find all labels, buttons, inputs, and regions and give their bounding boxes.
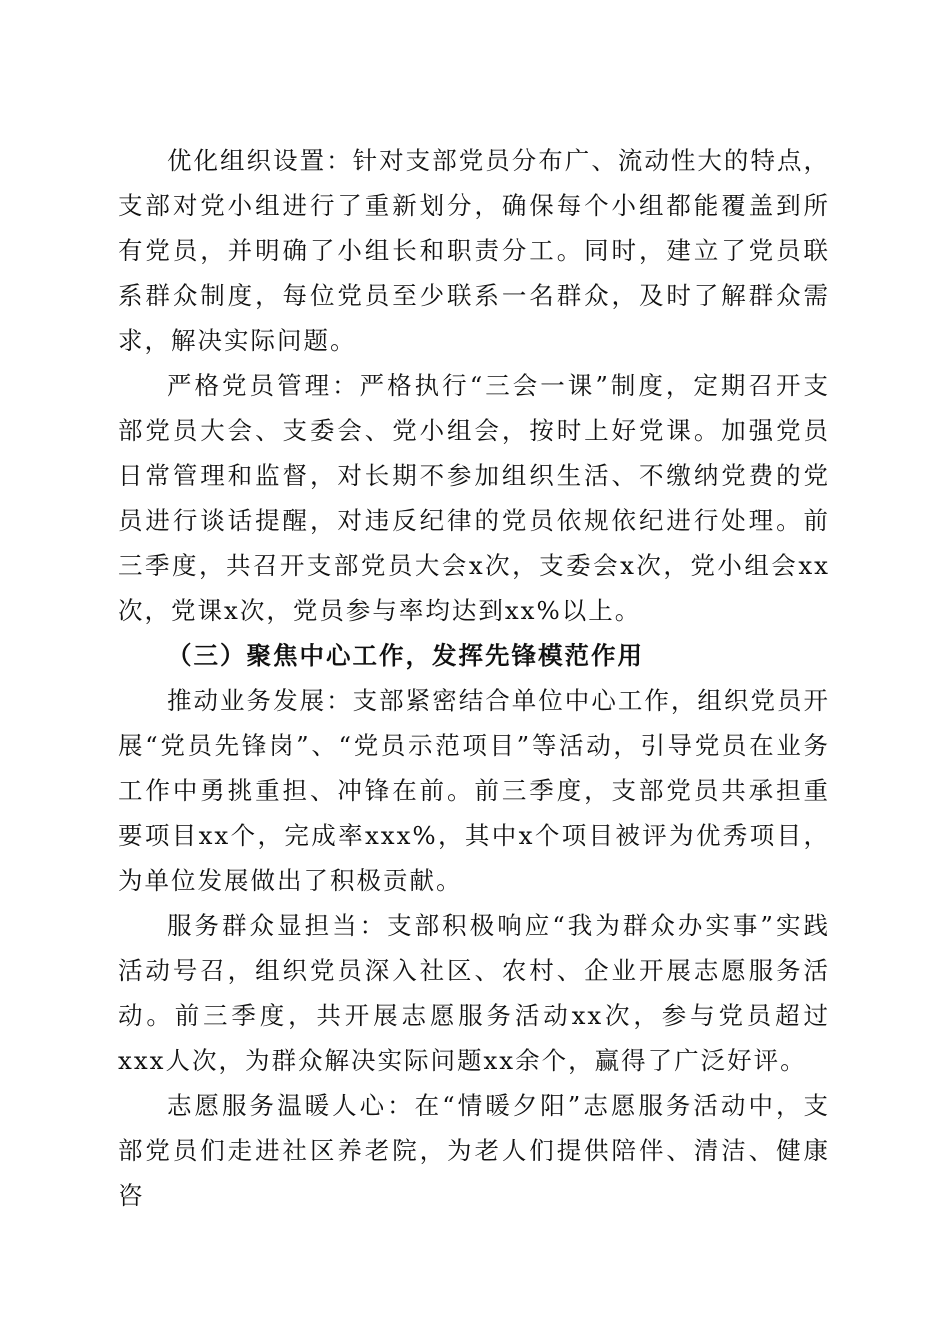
paragraph-optimize-organization: 优化组织设置：针对支部党员分布广、流动性大的特点，支部对党小组进行了重新划分，确保每个小组都能覆盖到所有党员，并明确了小组长和职责分工。同时，建立了党员联系群众制度，每位党员至少联系一名群众，及时了解群众需求，解决实际问题。: [118, 146, 830, 355]
paragraph-volunteer-service: 志愿服务温暖人心：在“情暖夕阳”志愿服务活动中，支部党员们走进社区养老院，为老人们提供陪伴、清洁、健康咨: [118, 1091, 830, 1210]
paragraph-strict-member-management: 严格党员管理：严格执行“三会一课”制度，定期召开支部党员大会、支委会、党小组会，按时上好党课。加强党员日常管理和监督，对长期不参加组织生活、不缴纳党费的党员进行谈话提醒，对违反纪律的党员依规依纪进行处理。前三季度，共召开支部党员大会x次，支委会x次，党小组会xx次，党课x次，党员参与率均达到xx%以上。: [118, 371, 830, 625]
paragraph-promote-business: 推动业务发展：支部紧密结合单位中心工作，组织党员开展“党员先锋岗”、“党员示范项目”等活动，引导党员在业务工作中勇挑重担、冲锋在前。前三季度，支部党员共承担重要项目xx个，完成率xxx%，其中x个项目被评为优秀项目，为单位发展做出了积极贡献。: [118, 686, 830, 895]
paragraph-serve-masses: 服务群众显担当：支部积极响应“我为群众办实事”实践活动号召，组织党员深入社区、农村、企业开展志愿服务活动。前三季度，共开展志愿服务活动xx次，参与党员超过xxx人次，为群众解决实际问题xx余个，赢得了广泛好评。: [118, 911, 830, 1075]
section-heading-3: （三）聚焦中心工作，发挥先锋模范作用: [167, 641, 644, 670]
document-body: [118, 138, 830, 1218]
